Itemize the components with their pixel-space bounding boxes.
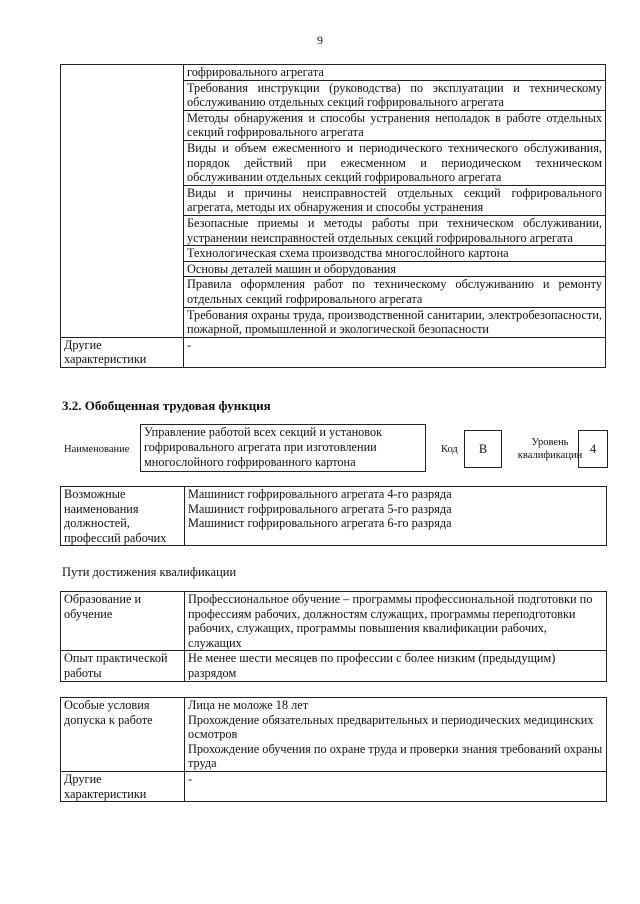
knowledge-item: гофрировального агрегата [184, 65, 606, 81]
code-value: B [464, 430, 502, 468]
qualification-paths-title: Пути достижения квалификации [62, 565, 237, 579]
code-label: Код [441, 444, 458, 455]
education-label: Образование и обучение [61, 592, 185, 651]
knowledge-item: Виды и причины неисправностей отдельных секций гофрировального агрегата, методы их обнаружения и способы устранения [184, 185, 606, 215]
knowledge-table [60, 64, 606, 368]
conditions-table [60, 697, 607, 802]
section-heading: 3.2. Обобщенная трудовая функция [62, 398, 271, 413]
table-row [61, 771, 607, 801]
other-characteristics-value: - [185, 771, 607, 801]
list-item: Машинист гофрировального агрегата 6-го разряда [188, 516, 452, 531]
knowledge-item: Основы деталей машин и оборудования [184, 261, 606, 277]
positions-values [185, 487, 607, 546]
table-row [61, 65, 606, 81]
list-item: Машинист гофрировального агрегата 4-го разряда [188, 487, 452, 501]
experience-value: Не менее шести месяцев по профессии с более низким (предыдущим) разрядом [185, 651, 607, 681]
level-value: 4 [578, 430, 608, 468]
level-label: Уровень квалификации [517, 437, 583, 461]
list-item: Машинист гофрировального агрегата 5-го разряда [188, 501, 452, 516]
knowledge-item: Технологическая схема производства многослойного картона [184, 246, 606, 262]
conditions-label: Особые условия допуска к работе [61, 698, 185, 772]
knowledge-label-cell [61, 65, 184, 338]
table-row [61, 487, 607, 546]
knowledge-item: Безопасные приемы и методы работы при техническом обслуживании, устранении неисправностей отдельных секций гофрировального агрегата [184, 215, 606, 245]
table-row [61, 337, 606, 367]
positions-table [60, 486, 607, 546]
experience-label: Опыт практической работы [61, 651, 185, 681]
education-table [60, 591, 607, 682]
table-row [61, 651, 607, 681]
positions-label: Возможные наименования должностей, профессий рабочих [61, 487, 185, 546]
function-name-value: Управление работой всех секций и установок гофрировального агрегата при изготовлении многослойного гофрированного картона [140, 424, 426, 472]
table-row [61, 698, 607, 772]
table-row [61, 592, 607, 651]
other-characteristics-value: - [184, 337, 606, 367]
conditions-values [185, 698, 607, 772]
knowledge-item: Правила оформления работ по техническому обслуживанию и ремонту отдельных секций гофрировального агрегата [184, 277, 606, 307]
knowledge-item: Виды и объем ежесменного и периодического технического обслуживания, порядок действий при ежесменном и периодическом техническом обслуживании отдельных секций гофрировального агрегата [184, 140, 606, 185]
education-value: Профессиональное обучение – программы профессиональной подготовки по профессиям рабочих, должностям служащих, программы переподготовки рабочих, служащих, программы повышения квалификации рабочих, служащих [185, 592, 607, 651]
list-item: Лица не моложе 18 лет [188, 698, 309, 712]
function-header-row [60, 424, 610, 474]
function-name-label: Наименование [64, 444, 130, 455]
other-characteristics-label: Другие характеристики [61, 337, 184, 367]
page-number: 9 [317, 33, 323, 47]
list-item: Прохождение обучения по охране труда и проверки знания требований охраны труда [188, 741, 603, 771]
knowledge-item: Требования инструкции (руководства) по эксплуатации и техническому обслуживанию отдельных секций гофрировального агрегата [184, 80, 606, 110]
list-item: Прохождение обязательных предварительных и периодических медицинских осмотров [188, 712, 594, 742]
knowledge-item: Методы обнаружения и способы устранения неполадок в работе отдельных секций гофрировального агрегата [184, 110, 606, 140]
knowledge-item: Требования охраны труда, производственной санитарии, электробезопасности, пожарной, промышленной и экологической безопасности [184, 307, 606, 337]
other-characteristics-label: Другие характеристики [61, 771, 185, 801]
